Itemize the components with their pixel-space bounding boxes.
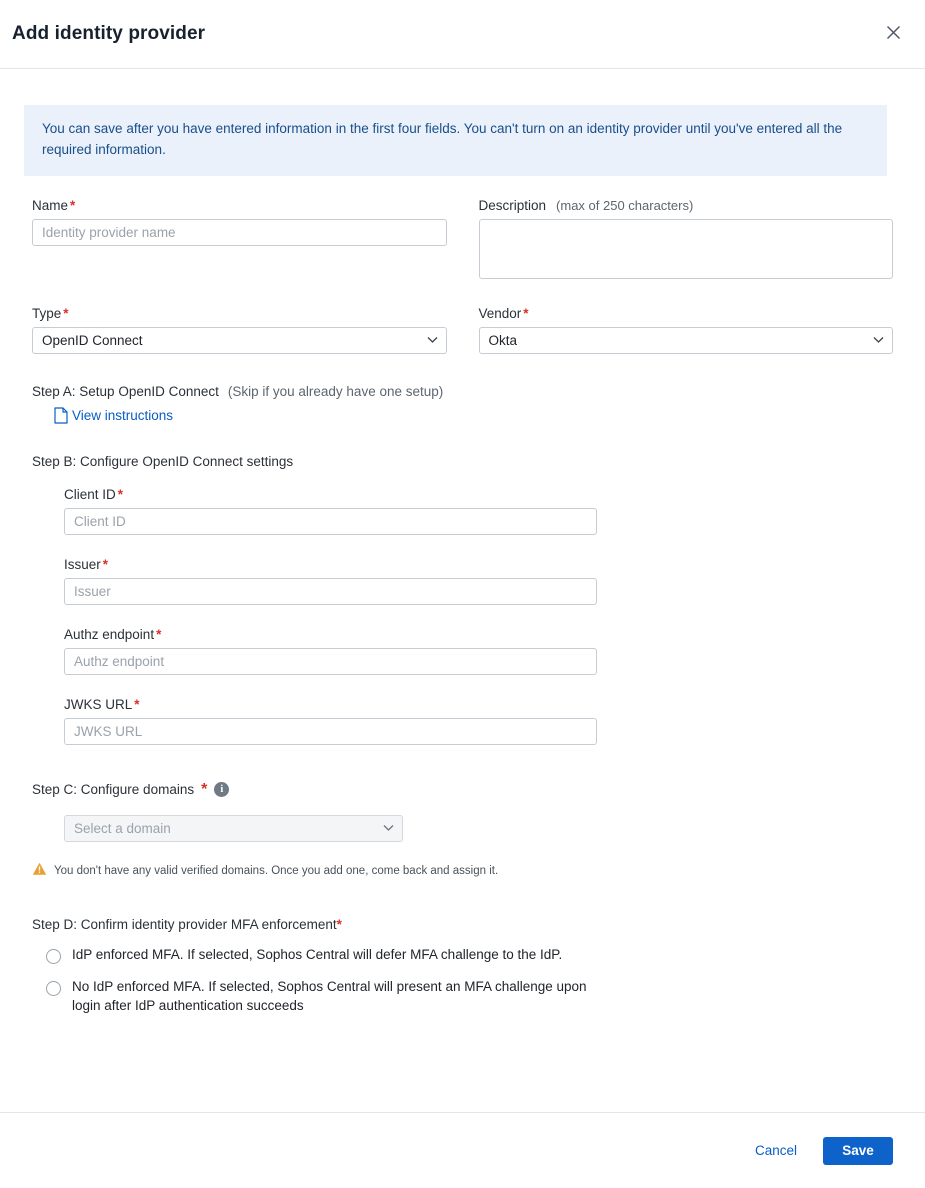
step-c-required-marker: * [201,780,208,798]
authz-endpoint-label [64,627,597,642]
client-id-field-group [64,487,597,535]
mfa-option-no-idp-enforced[interactable] [46,978,606,1015]
name-required-marker: * [70,197,76,213]
client-id-label [64,487,597,502]
type-vendor-row [32,306,893,354]
view-instructions-link[interactable]: View instructions [72,407,174,423]
vendor-label [479,306,894,321]
authz-endpoint-label-text: Authz endpoint [64,626,155,642]
radio-icon[interactable] [46,981,61,996]
cancel-button[interactable]: Cancel [751,1137,801,1164]
type-label [32,306,447,321]
issuer-label [64,557,597,572]
view-instructions-row [54,407,893,424]
description-textarea[interactable] [479,219,894,279]
warning-icon [32,862,47,881]
jwks-url-required-marker: * [134,696,140,712]
name-input[interactable] [32,219,447,246]
issuer-label-text: Issuer [64,556,101,572]
document-icon [54,407,68,424]
name-label-text: Name [32,197,69,213]
jwks-url-label-text: JWKS URL [64,696,133,712]
client-id-label-text: Client ID [64,486,116,502]
type-label-text: Type [32,305,62,321]
description-label-text: Description [478,197,547,213]
issuer-field-group [64,557,597,605]
name-label [32,198,447,213]
domain-warning-text: You don't have any valid verified domains. Once you add one, come back and assign it. [54,865,499,878]
domain-select-wrap [64,815,403,842]
description-field-group [479,198,894,284]
type-field-group [32,306,447,354]
step-b-fields [64,487,893,745]
step-b-title: Step B: Configure OpenID Connect settings [32,453,294,469]
dialog-header [0,0,925,69]
issuer-required-marker: * [102,556,109,572]
dialog-body [0,105,925,1016]
vendor-select[interactable] [479,327,894,354]
step-c-title-row [32,781,893,799]
vendor-field-group [479,306,894,354]
mfa-option-idp-enforced[interactable] [46,946,606,965]
radio-icon[interactable] [46,949,61,964]
jwks-url-label [64,697,597,712]
authz-endpoint-field-group [64,627,597,675]
authz-endpoint-required-marker: * [156,626,162,642]
page-title: Add identity provider [12,23,206,44]
close-icon[interactable] [881,20,905,44]
issuer-input[interactable] [64,578,597,605]
save-button[interactable]: Save [823,1137,893,1165]
mfa-option-idp-enforced-label: IdP enforced MFA. If selected, Sophos Central will defer MFA challenge to the IdP. [72,946,563,962]
info-icon[interactable]: i [214,782,229,797]
step-d-title-row [32,917,893,932]
domain-warning-row [32,862,893,881]
jwks-url-input[interactable] [64,718,597,745]
step-d-required-marker: * [336,916,342,932]
step-c-title: Step C: Configure domains [32,782,195,798]
client-id-input[interactable] [64,508,597,535]
name-field-group [32,198,447,284]
description-note: (max of 250 characters) [556,197,694,213]
description-label [479,198,894,213]
type-required-marker: * [63,305,69,321]
vendor-select-wrap [479,327,894,354]
type-select[interactable] [32,327,447,354]
jwks-url-field-group [64,697,597,745]
info-banner: You can save after you have entered information in the first four fields. You can't turn on an identity provider until you've entered all the required information. [24,105,887,176]
step-d-title: Step D: Confirm identity provider MFA enforcement [32,916,337,932]
vendor-required-marker: * [523,305,529,321]
step-a-hint: (Skip if you already have one setup) [227,383,444,399]
domain-select[interactable] [64,815,403,842]
name-description-row [32,198,893,284]
authz-endpoint-input[interactable] [64,648,597,675]
step-a-title-text: Step A: Setup OpenID Connect [32,383,219,399]
type-select-wrap [32,327,447,354]
dialog-footer [0,1112,925,1188]
mfa-option-no-idp-enforced-label: No IdP enforced MFA. If selected, Sophos Central will present an MFA challenge upon login after IdP authentication succeeds [72,979,587,1014]
client-id-required-marker: * [117,486,124,502]
vendor-label-text: Vendor [478,305,522,321]
step-a-title [32,384,893,399]
